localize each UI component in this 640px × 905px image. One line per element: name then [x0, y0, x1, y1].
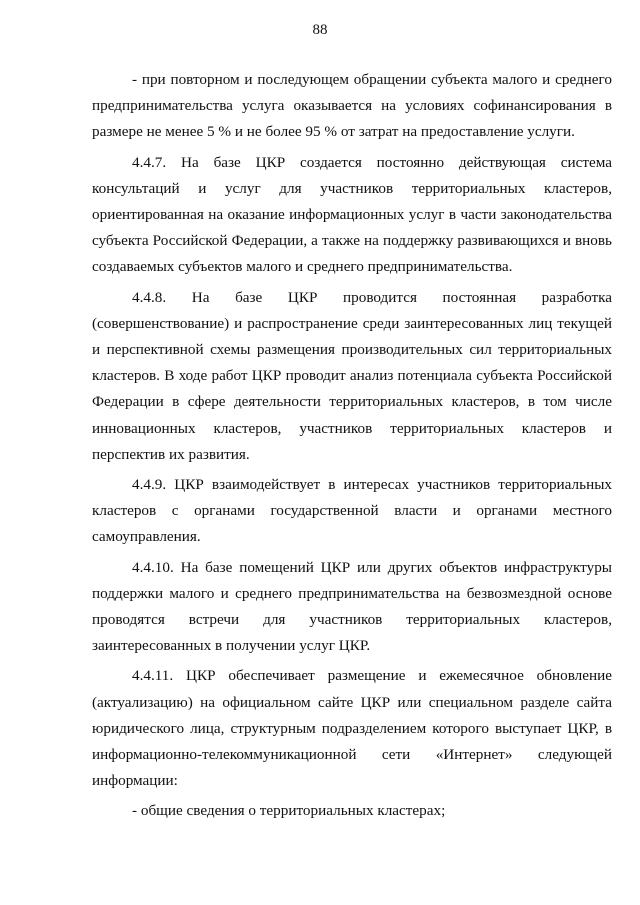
document-body: [92, 67, 612, 829]
paragraph-4-4-9: 4.4.9. ЦКР взаимодействует в интересах участников территориальных кластеров с органами государственной власти и органами местного самоуправления.: [92, 476, 612, 546]
paragraph-cofinancing-terms: - при повторном и последующем обращении субъекта малого и среднего предпринимательства услуга оказывается на условиях софинансирования в размере не менее 5 % и не более 95 % от затрат на предоставление услуги.: [92, 71, 612, 141]
paragraph-4-4-11: 4.4.11. ЦКР обеспечивает размещение и ежемесячное обновление (актуализацию) на официальном сайте ЦКР или специальном разделе сайта юридического лица, структурным подразделением которого выступает ЦКР, в информационно-телекоммуникационной сети «Интернет» следующей информации:: [92, 667, 612, 790]
paragraph-4-4-10: 4.4.10. На базе помещений ЦКР или других объектов инфраструктуры поддержки малого и среднего предпринимательства на безвозмездной основе проводятся встречи для участников территориальных кластеров, заинтересованных в получении услуг ЦКР.: [92, 558, 612, 655]
paragraph-4-4-7: 4.4.7. На базе ЦКР создается постоянно действующая система консультаций и услуг для участников территориальных кластеров, ориентированная на оказание информационных услуг в части законодательства субъекта Российской Федерации, а также на поддержку развивающихся и вновь создаваемых субъектов малого и среднего предпринимательства.: [92, 153, 612, 276]
list-item-general-info: - общие сведения о территориальных кластерах;: [132, 802, 446, 820]
page-number: 88: [312, 22, 328, 38]
paragraph-4-4-8: 4.4.8. На базе ЦКР проводится постоянная разработка (совершенствование) и распространение среди заинтересованных лиц текущей и перспективной схемы размещения производительных сил территориальных кластеров. В ходе работ ЦКР проводит анализ потенциала субъекта Российской Федерации в сфере деятельности территориальных кластеров, в том числе инновационных кластеров, участников территориальных кластеров и перспектив их развития.: [92, 288, 612, 463]
